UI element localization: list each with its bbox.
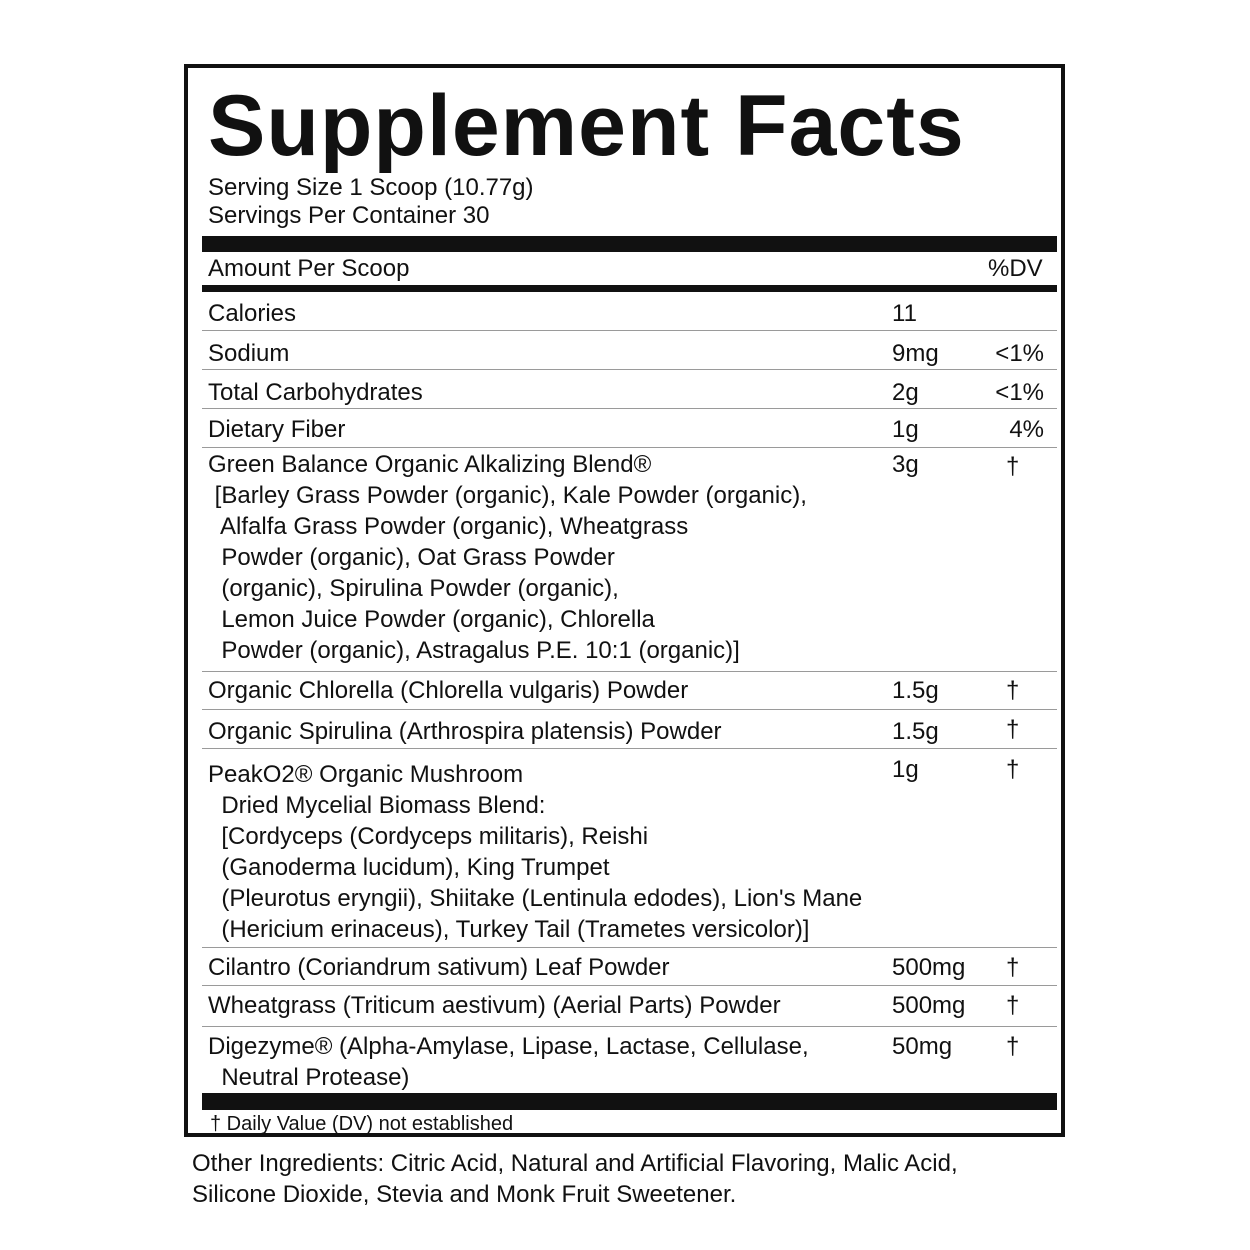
row-name: Cilantro (Coriandrum sativum) Leaf Powder — [208, 954, 670, 981]
row-amount: 500mg — [892, 992, 966, 1019]
row-dv: <1% — [995, 379, 1044, 406]
row-name: Digezyme® (Alpha-Amylase, Lipase, Lactase, Cellulase, Neutral Protease) — [208, 1033, 809, 1091]
row-divider — [202, 985, 1057, 986]
row-divider — [202, 447, 1057, 448]
thick-divider-top — [202, 236, 1057, 252]
row-ingredient-detail: [Barley Grass Powder (organic), Kale Powder (organic), Alfalfa Grass Powder (organic), Wheatgrass Powder (organic), Oat Grass Powder (organic), Spirulina Powder (organic), Lemon Juice Powder (organic), Chlorella Powder (organic), Astragalus P.E. 10:1 (organic)] — [214, 482, 807, 664]
dagger-icon: † — [1006, 992, 1020, 1019]
row-amount: 1.5g — [892, 677, 939, 704]
row-amount: 1.5g — [892, 718, 939, 745]
row-amount: 9mg — [892, 340, 939, 367]
row-divider — [202, 671, 1057, 672]
row-divider — [202, 369, 1057, 370]
row-dv: 4% — [1009, 416, 1044, 443]
thick-divider-bottom — [202, 1093, 1057, 1110]
row-divider — [202, 1026, 1057, 1027]
dagger-icon: † — [1006, 716, 1020, 743]
dagger-icon: † — [1006, 453, 1020, 480]
row-amount: 50mg — [892, 1033, 953, 1060]
dagger-icon: † — [1006, 756, 1020, 783]
dagger-icon: † — [1006, 677, 1020, 704]
row-divider — [202, 408, 1057, 409]
row-name: Organic Spirulina (Arthrospira platensis) Powder — [208, 718, 722, 745]
supplement-facts-panel — [184, 64, 1065, 1137]
row-amount: 1g — [892, 756, 919, 783]
row-amount: 3g — [892, 451, 919, 478]
dv-header: %DV — [988, 255, 1043, 282]
row-name: Green Balance Organic Alkalizing Blend® — [208, 451, 652, 478]
row-amount: 1g — [892, 416, 919, 443]
dagger-icon: † — [1006, 1033, 1020, 1060]
row-name: PeakO2® Organic Mushroom — [208, 761, 524, 788]
row-name: Sodium — [208, 340, 290, 367]
row-amount: 2g — [892, 379, 919, 406]
other-ingredients: Other Ingredients: Citric Acid, Natural and Artificial Flavoring, Malic Acid, Silicone Dioxide, Stevia and Monk Fruit Sweetener. — [192, 1150, 958, 1208]
dagger-icon: † — [1006, 954, 1020, 981]
row-divider — [202, 330, 1057, 331]
row-name: Calories — [208, 300, 297, 327]
row-amount: 500mg — [892, 954, 966, 981]
row-name: Total Carbohydrates — [208, 379, 423, 406]
row-dv: <1% — [995, 340, 1044, 367]
row-divider — [202, 709, 1057, 710]
row-amount: 11 — [892, 300, 917, 327]
amount-per-scoop-header: Amount Per Scoop — [208, 255, 410, 282]
servings-per-container: Servings Per Container 30 — [208, 202, 490, 229]
row-name: Dietary Fiber — [208, 416, 346, 443]
dv-footnote: † Daily Value (DV) not established — [210, 1113, 514, 1135]
panel-title: Supplement Facts — [208, 78, 965, 174]
row-name: Organic Chlorella (Chlorella vulgaris) Powder — [208, 677, 689, 704]
row-divider — [202, 947, 1057, 948]
row-name: Wheatgrass (Triticum aestivum) (Aerial Parts) Powder — [208, 992, 781, 1019]
serving-size: Serving Size 1 Scoop (10.77g) — [208, 174, 534, 201]
row-ingredient-detail: Dried Mycelial Biomass Blend: [Cordyceps (Cordyceps militaris), Reishi (Ganoderma lucidum), King Trumpet (Pleurotus eryngii), Shiitake (Lentinula edodes), Lion's Mane (Hericium erinaceus), Turkey Tail (Trametes versicolor)] — [221, 792, 863, 943]
row-divider — [202, 748, 1057, 749]
thick-divider-header — [202, 285, 1057, 292]
